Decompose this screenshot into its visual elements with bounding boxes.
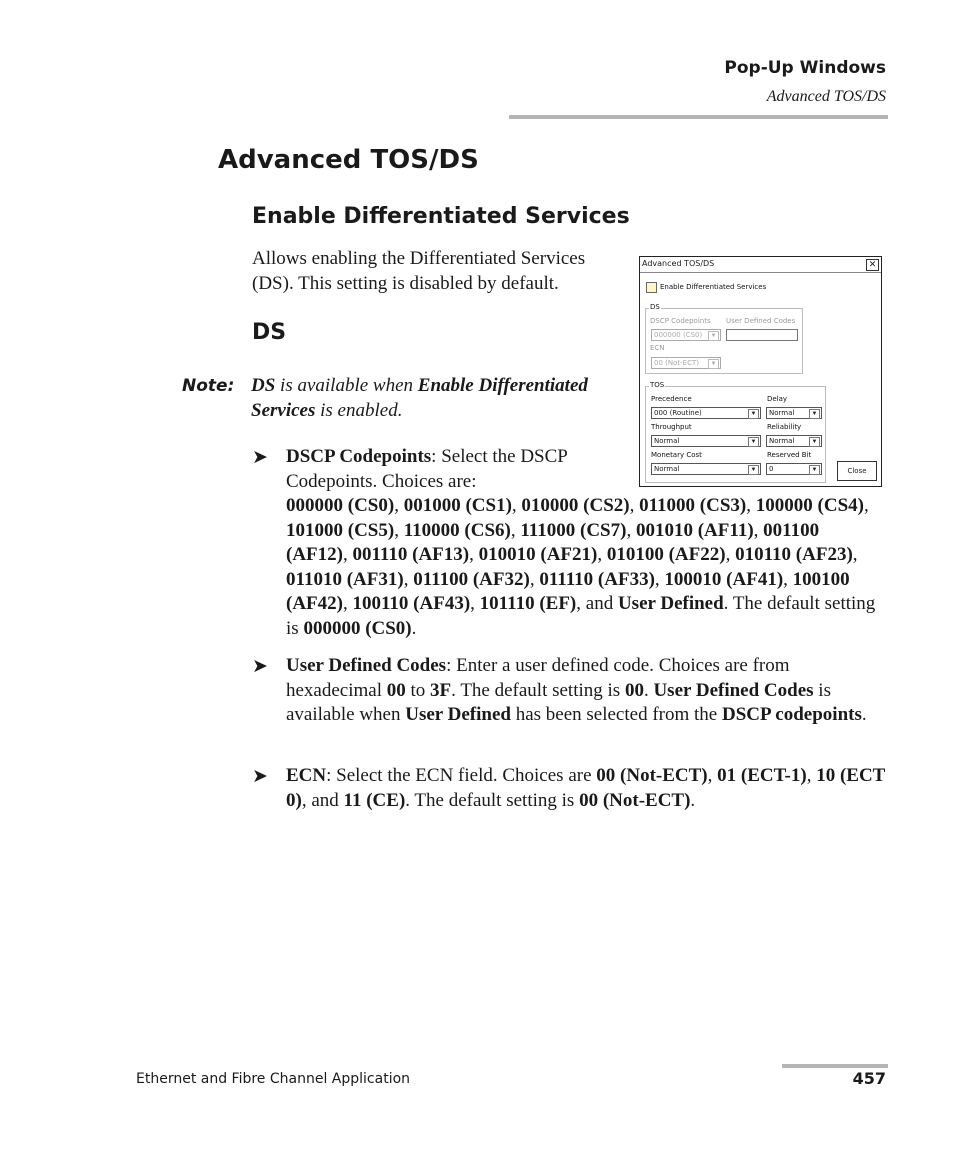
udc-t7: .: [861, 704, 867, 725]
udc-to: 3F: [430, 679, 452, 701]
dscp-choice: 010100 (AF22): [606, 544, 726, 566]
delay-label: Delay: [767, 395, 788, 403]
bullet-arrow-icon: ➤: [252, 447, 268, 468]
dscp-choice: 001100 (AF12): [286, 519, 820, 566]
udc-user-defined: User Defined: [405, 704, 511, 725]
ecn-c1: 00 (Not-ECT): [596, 765, 708, 786]
choice-separator: ,: [597, 544, 607, 566]
ecn-s3: , and: [301, 789, 344, 811]
udc-dscp: DSCP codepoints: [721, 704, 862, 725]
throughput-value: Normal: [654, 437, 680, 445]
dscp-desc: : Select the DSCP Codepoints. Choices are:: [286, 446, 568, 492]
dscp-choice: 001010 (AF11): [635, 519, 754, 541]
reliability-select[interactable]: [766, 435, 822, 447]
dscp-choice: 010000 (CS2): [521, 495, 630, 516]
chevron-down-icon: ▼: [809, 409, 820, 419]
throughput-label: Throughput: [651, 423, 692, 431]
dscp-choice: 110000 (CS6): [403, 519, 511, 541]
dscp-choice: 100000 (CS4): [755, 495, 864, 516]
dialog-titlebar: [640, 257, 881, 273]
dscp-choice: 000000 (CS0): [286, 495, 395, 516]
ecn-value: 00 (Not-ECT): [654, 359, 699, 367]
choice-separator: ,: [342, 593, 353, 615]
note-end: is enabled.: [315, 399, 403, 421]
page-number: 457: [852, 1069, 886, 1088]
choice-separator: ,: [394, 519, 404, 541]
footer-doc-title: Ethernet and Fibre Channel Application: [136, 1071, 411, 1087]
dscp-codepoints-label: DSCP Codepoints: [650, 317, 711, 325]
user-defined-codes-field[interactable]: [726, 329, 798, 341]
chevron-down-icon: ▼: [708, 331, 719, 341]
precedence-label: Precedence: [651, 395, 692, 403]
tos-group: [645, 381, 826, 483]
ecn-c2: 01 (ECT-1): [717, 765, 807, 786]
dscp-choice: 111000 (CS7): [520, 519, 627, 541]
choice-separator: ,: [529, 568, 540, 590]
ecn-select[interactable]: [651, 357, 721, 369]
dscp-end: .: [411, 617, 417, 639]
choice-separator: , and: [576, 593, 618, 615]
dscp-choice: 100110 (AF43): [352, 593, 471, 615]
bullet-arrow-icon: ➤: [252, 656, 268, 677]
ecn-s1: ,: [707, 765, 718, 786]
chevron-down-icon: ▼: [748, 409, 759, 419]
ecn-term: ECN: [286, 765, 327, 786]
choice-separator: ,: [852, 544, 858, 566]
ecn-t3: .: [690, 789, 696, 811]
dscp-choice: 101110 (EF): [479, 593, 577, 615]
reserved-bit-value: 0: [769, 465, 774, 473]
note-label: Note:: [182, 376, 235, 396]
dscp-choice: 001110 (AF13): [352, 544, 470, 566]
ds-heading: DS: [252, 320, 287, 345]
bullet-udc-text: [286, 654, 886, 728]
chevron-down-icon: ▼: [809, 437, 820, 447]
udc-term2: User Defined Codes: [653, 679, 814, 701]
advanced-tos-ds-dialog: [639, 256, 882, 487]
choice-separator: ,: [394, 495, 404, 516]
dscp-term: DSCP Codepoints: [286, 446, 432, 467]
enable-ds-label: Enable Differentiated Services: [660, 283, 767, 291]
choice-separator: ,: [654, 568, 665, 590]
udc-term: User Defined Codes: [286, 655, 447, 676]
bullet-arrow-icon: ➤: [252, 766, 268, 787]
note-text: [251, 374, 621, 423]
choice-separator: ,: [469, 544, 479, 566]
bullet-dscp-text: [286, 445, 601, 494]
choice-separator: ,: [342, 544, 353, 566]
reliability-label: Reliability: [767, 423, 802, 431]
note-ds: DS: [251, 375, 276, 396]
udc-t2: to: [405, 679, 431, 701]
udc-from: 00: [386, 679, 406, 701]
bullet-ecn-text: [286, 764, 886, 813]
reserved-bit-label: Reserved Bit: [767, 451, 812, 459]
throughput-select[interactable]: [651, 435, 761, 447]
dscp-choice: 011010 (AF31): [286, 568, 404, 590]
dscp-choice: 011100 (AF32): [413, 568, 530, 590]
ecn-default: 00 (Not-ECT): [579, 789, 691, 811]
choice-separator: ,: [863, 495, 869, 516]
dscp-codepoints-value: 000000 (CS0): [654, 331, 703, 339]
chevron-down-icon: ▼: [809, 465, 820, 475]
choice-separator: ,: [510, 519, 521, 541]
choice-separator: ,: [470, 593, 480, 615]
footer-rule: [782, 1064, 888, 1068]
udc-t4: .: [643, 679, 654, 701]
close-icon[interactable]: ✕: [866, 259, 879, 271]
header-section: Advanced TOS/DS: [766, 88, 886, 105]
header-chapter: Pop-Up Windows: [724, 58, 886, 78]
choice-separator: ,: [626, 519, 636, 541]
reserved-bit-select[interactable]: [766, 463, 822, 475]
udc-t6: has been selected from the: [510, 704, 722, 725]
ds-group: [645, 303, 803, 374]
ds-group-label: DS: [650, 303, 660, 311]
dscp-default-value: 000000 (CS0): [303, 617, 412, 639]
choice-separator: ,: [511, 495, 522, 516]
page-title: Advanced TOS/DS: [218, 145, 479, 175]
choice-separator: ,: [725, 544, 736, 566]
precedence-value: 000 (Routine): [654, 409, 702, 417]
dscp-choice: 100010 (AF41): [664, 568, 784, 590]
udc-default: 00: [624, 679, 644, 701]
note-mid: is available when: [275, 375, 418, 396]
choice-separator: ,: [746, 495, 756, 516]
enable-ds-checkbox[interactable]: [646, 282, 657, 293]
ecn-t2: . The default setting is: [405, 789, 580, 811]
ecn-label: ECN: [650, 344, 665, 352]
tos-group-label: TOS: [650, 381, 665, 389]
dscp-choice: 010010 (AF21): [478, 544, 598, 566]
dscp-choices: [286, 494, 876, 642]
udc-t1: : Enter a user defined code. Choices are from hexadecimal: [286, 655, 790, 701]
reliability-value: Normal: [769, 437, 795, 445]
dscp-choice: 101000 (CS5): [286, 519, 395, 541]
close-button[interactable]: Close: [837, 461, 877, 481]
choice-separator: ,: [403, 568, 414, 590]
delay-select[interactable]: [766, 407, 822, 419]
dscp-choice: 010110 (AF23): [735, 544, 853, 566]
dscp-choice: User Defined: [617, 593, 724, 615]
header-rule: [509, 115, 888, 119]
ecn-t1: : Select the ECN field. Choices are: [326, 765, 597, 786]
intro-paragraph: Allows enabling the Differentiated Services (DS). This setting is disabled by default.: [252, 248, 586, 294]
ecn-s2: ,: [806, 765, 817, 786]
dscp-default-text: . The default setting is: [286, 593, 876, 639]
precedence-select[interactable]: [651, 407, 761, 419]
ecn-c3: 10 (ECT 0): [286, 765, 885, 811]
monetary-cost-select[interactable]: [651, 463, 761, 475]
dscp-choice: 011000 (CS3): [639, 495, 747, 516]
section-heading: Enable Differentiated Services: [252, 204, 630, 229]
dialog-title: Advanced TOS/DS: [642, 259, 715, 268]
choice-separator: ,: [783, 568, 793, 590]
monetary-cost-label: Monetary Cost: [651, 451, 702, 459]
dscp-choice: 100100 (AF42): [286, 568, 850, 615]
monetary-cost-value: Normal: [654, 465, 680, 473]
udc-t3: . The default setting is: [451, 679, 625, 701]
choice-separator: ,: [753, 519, 764, 541]
dscp-codepoints-select[interactable]: [651, 329, 721, 341]
chevron-down-icon: ▼: [748, 437, 759, 447]
choice-separator: ,: [629, 495, 640, 516]
udc-t5: is available when: [286, 679, 831, 725]
user-defined-codes-label: User Defined Codes: [726, 317, 796, 325]
dscp-choice: 011110 (AF33): [539, 568, 655, 590]
note-enable: Enable Differentiated Services: [251, 375, 588, 421]
dscp-choice: 001000 (CS1): [403, 495, 512, 516]
delay-value: Normal: [769, 409, 795, 417]
ecn-c4: 11 (CE): [343, 789, 406, 811]
chevron-down-icon: ▼: [748, 465, 759, 475]
chevron-down-icon: ▼: [708, 359, 719, 369]
